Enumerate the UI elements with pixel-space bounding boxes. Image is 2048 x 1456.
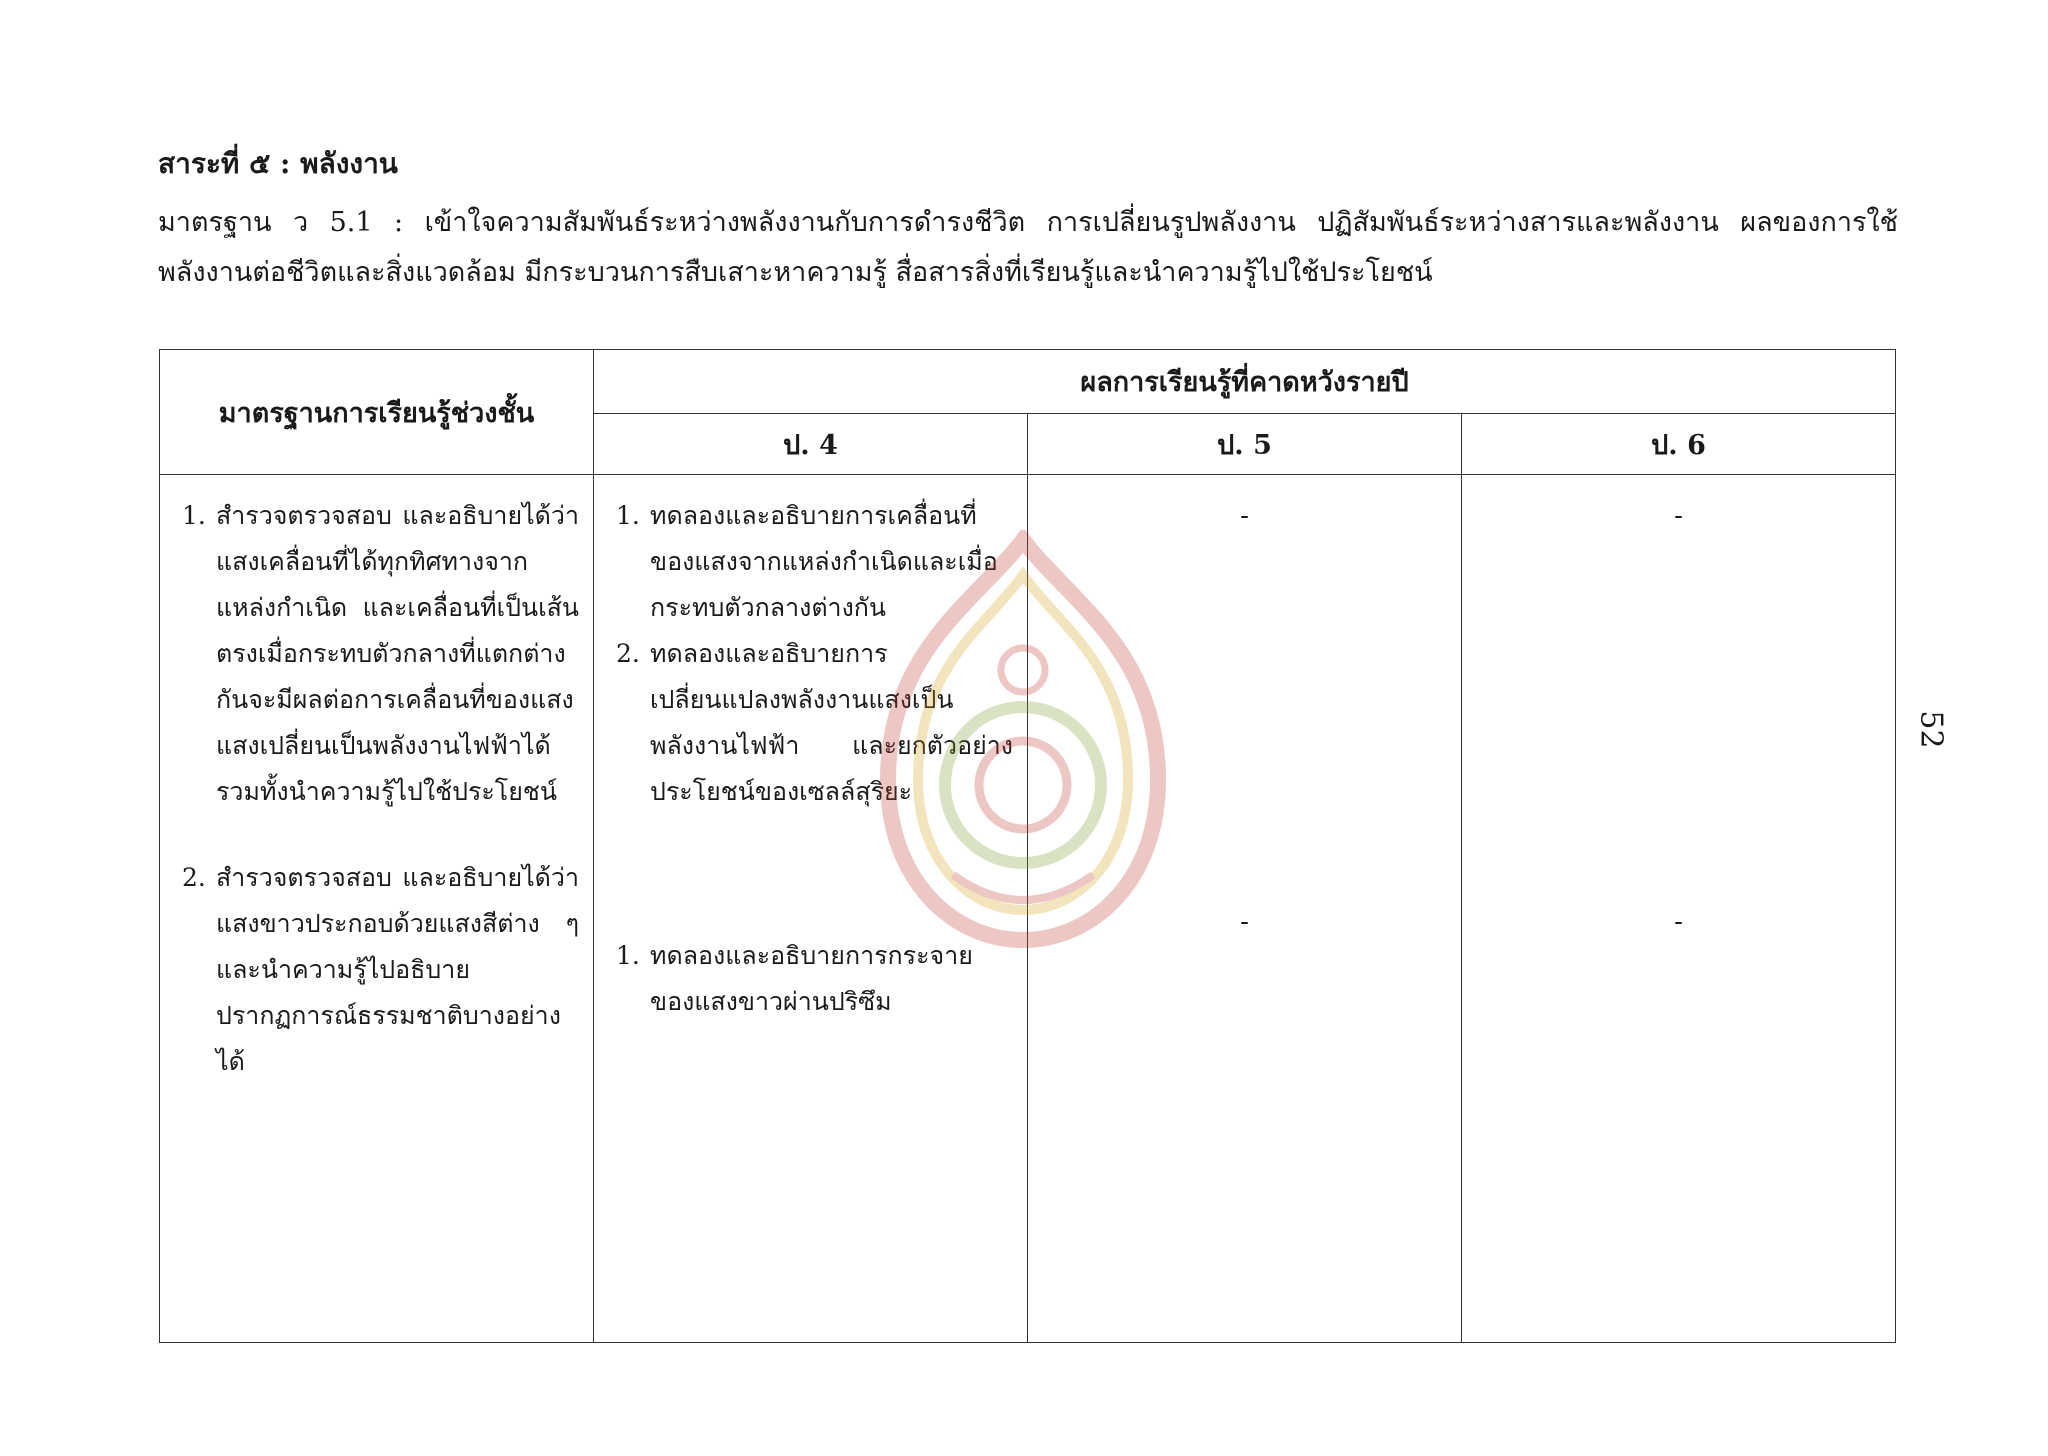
empty-dash: - bbox=[1674, 501, 1683, 531]
item-text: ทดลองและอธิบายการกระจายของแสงขาวผ่านปริซึม bbox=[650, 941, 973, 1016]
header-grade-5: ป. 5 bbox=[1028, 414, 1462, 475]
school-emblem-icon bbox=[858, 530, 1188, 950]
header-grade-6: ป. 6 bbox=[1462, 414, 1896, 475]
page-number: 52 bbox=[1913, 710, 1949, 749]
section-heading: สาระที่ ๕ : พลังงาน bbox=[158, 147, 398, 180]
item-number: 1. bbox=[182, 501, 206, 530]
empty-dash: - bbox=[1240, 907, 1249, 937]
item-text: ทดลองและอธิบายการเคลื่อนที่ของแสงจากแหล่งกำเนิดและเมื่อกระทบตัวกลางต่างกัน bbox=[650, 501, 998, 622]
list-item bbox=[182, 855, 579, 1085]
empty-dash: - bbox=[1240, 501, 1249, 531]
header-outcomes: ผลการเรียนรู้ที่คาดหวังรายปี bbox=[594, 350, 1896, 414]
standards-cell bbox=[160, 475, 594, 1343]
item-text: สำรวจตรวจสอบ และอธิบายได้ว่าแสงเคลื่อนที่ได้ทุกทิศทางจากแหล่งกำเนิด และเคลื่อนที่เป็นเส้นตรงเมื่อกระทบตัวกลางที่แตกต่างกันจะมีผลต่อการเคลื่อนที่ของแสง แสงเปลี่ยนเป็นพลังงานไฟฟ้าได้ รวมทั้งนำความรู้ไปใช้ประโยชน์ bbox=[216, 501, 579, 806]
item-number: 1. bbox=[616, 941, 640, 970]
standard-statement: มาตรฐาน ว 5.1 : เข้าใจความสัมพันธ์ระหว่างพลังงานกับการดำรงชีวิต การเปลี่ยนรูปพลังงาน ปฏิสัมพันธ์ระหว่างสารและพลังงาน ผลของการใช้พลังงานต่อชีวิตและสิ่งแวดล้อม มีกระบวนการสืบเสาะหาความรู้ สื่อสารสิ่งที่เรียนรู้และนำความรู้ไปใช้ประโยชน์ bbox=[158, 207, 1898, 288]
empty-dash: - bbox=[1674, 907, 1683, 937]
header-standard: มาตรฐานการเรียนรู้ช่วงชั้น bbox=[160, 350, 594, 475]
item-number: 1. bbox=[616, 501, 640, 530]
header-grade-4: ป. 4 bbox=[594, 414, 1028, 475]
list-item bbox=[182, 493, 579, 815]
item-text: สำรวจตรวจสอบ และอธิบายได้ว่าแสงขาวประกอบด้วยแสงสีต่าง ๆ และนำความรู้ไปอธิบายปรากฏการณ์ธรรมชาติบางอย่างได้ bbox=[216, 863, 579, 1076]
grade-6-cell bbox=[1462, 475, 1896, 1343]
item-number: 2. bbox=[616, 639, 640, 668]
item-text: ทดลองและอธิบายการเปลี่ยนแปลงพลังงานแสงเป็นพลังงานไฟฟ้า และยกตัวอย่างประโยชน์ของเซลล์สุริยะ bbox=[650, 639, 1013, 806]
item-number: 2. bbox=[182, 863, 206, 892]
